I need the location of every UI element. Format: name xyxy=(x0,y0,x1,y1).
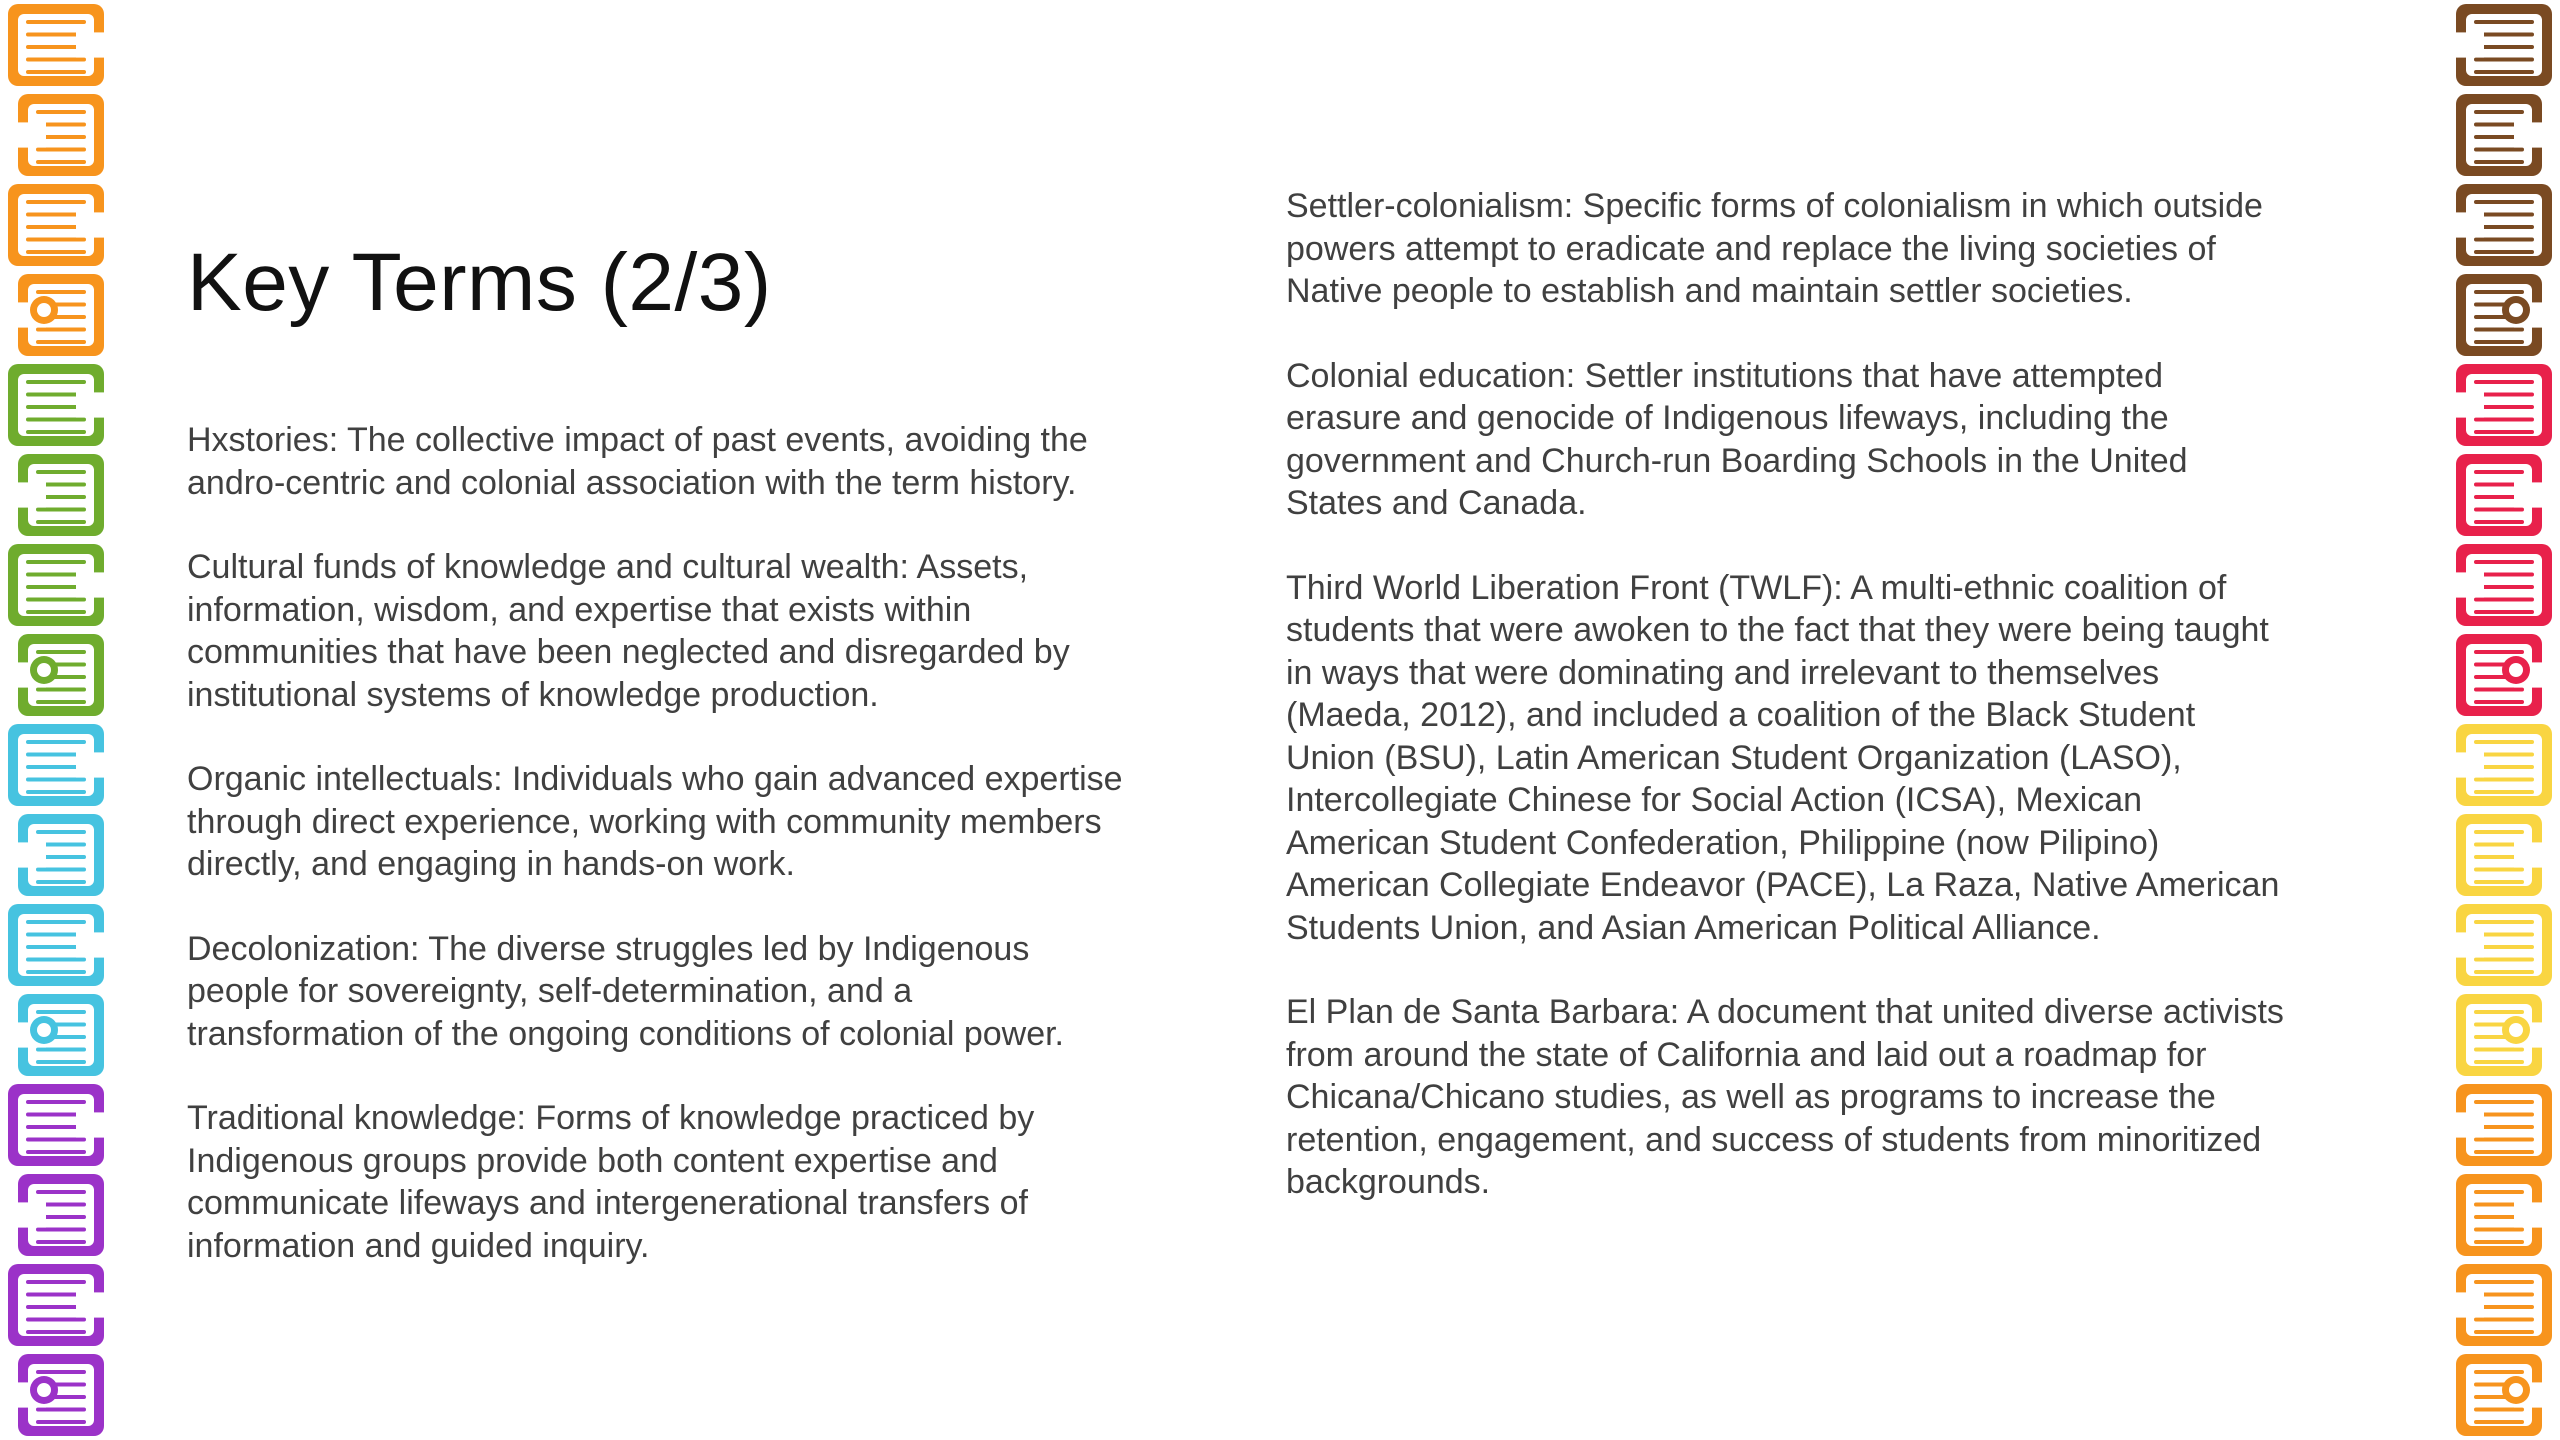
right-decorative-border xyxy=(2440,0,2560,1440)
term-paragraph: Hxstories: The collective impact of past events, avoiding the andro-centric and colonial association with the term history. xyxy=(187,421,1088,502)
aztec-glyph-border-icon xyxy=(0,0,120,1440)
glyph-segment xyxy=(2456,364,2552,716)
slide-title: Key Terms (2/3) xyxy=(187,237,772,328)
right-terms-column xyxy=(1286,185,2286,1204)
glyph-segment xyxy=(2456,4,2552,356)
term-paragraph: Third World Liberation Front (TWLF): A multi-ethnic coalition of students that were awoken to the fact that they were being taught in ways that were dominating and irrelevant to themselves (Maeda, 2012), and included a coalition of the Black Student Union (BSU), Latin American Student Organization (LASO), Intercollegiate Chinese for Social Action (ICSA), Mexican American Student Confederation, Philippine (now Pilipino) American Collegiate Endeavor (PACE), La Raza, Native American Students Union, and Asian American Political Alliance. xyxy=(1286,568,2280,947)
glyph-segment xyxy=(8,4,104,356)
glyph-segment xyxy=(8,364,104,716)
glyph-segment xyxy=(2456,724,2552,1076)
term-paragraph: Traditional knowledge: Forms of knowledge practiced by Indigenous groups provide both content expertise and communicate lifeways and intergenerational transfers of information and guided inquiry. xyxy=(187,1099,1035,1265)
term-paragraph: Organic intellectuals: Individuals who gain advanced expertise through direct experience, working with community members directly, and engaging in hands-on work. xyxy=(187,760,1123,883)
glyph-segment xyxy=(2456,1084,2552,1436)
term-paragraph: El Plan de Santa Barbara: A document that united diverse activists from around the state of California and laid out a roadmap for Chicana/Chicano studies, as well as programs to increase the retention, engagement, and success of students from minoritized backgrounds. xyxy=(1286,993,2284,1201)
term-paragraph: Settler-colonialism: Specific forms of colonialism in which outside powers attempt to eradicate and replace the living societies of Native people to establish and maintain settler societies. xyxy=(1286,187,2263,310)
term-paragraph: Decolonization: The diverse struggles led by Indigenous people for sovereignty, self-determination, and a transformation of the ongoing conditions of colonial power. xyxy=(187,929,1064,1053)
aztec-glyph-border-icon xyxy=(2440,0,2560,1440)
left-decorative-border xyxy=(0,0,120,1440)
glyph-segment xyxy=(8,1084,104,1436)
left-terms-column xyxy=(187,419,1137,1267)
term-paragraph: Colonial education: Settler institutions that have attempted erasure and genocide of Indigenous lifeways, including the government and Church-run Boarding Schools in the United States and Canada. xyxy=(1286,356,2188,522)
term-paragraph: Cultural funds of knowledge and cultural wealth: Assets, information, wisdom, and expertise that exists within communities that have been neglected and disregarded by institutional systems of knowledge production. xyxy=(187,548,1070,714)
glyph-segment xyxy=(8,724,104,1076)
